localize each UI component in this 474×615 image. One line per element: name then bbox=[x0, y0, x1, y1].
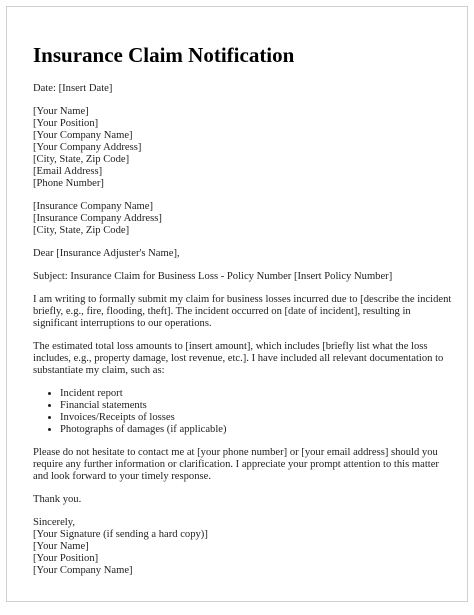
thanks-line: Thank you. bbox=[33, 494, 82, 505]
subject-line: Subject: Insurance Claim for Business Loss - Policy Number [Insert Policy Number] bbox=[33, 271, 393, 282]
letter-page bbox=[6, 6, 468, 602]
sender-address-block bbox=[33, 106, 453, 190]
documentation-list-item: • Photographs of damages (if applicable) bbox=[60, 424, 453, 436]
recipient-company-address: [Insurance Company Address] bbox=[33, 213, 162, 224]
documentation-list-item: • Financial statements bbox=[60, 400, 453, 412]
signature-block bbox=[33, 517, 453, 577]
recipient-address-block bbox=[33, 201, 453, 237]
sender-phone: [Phone Number] bbox=[33, 178, 104, 189]
sender-email: [Email Address] bbox=[33, 166, 103, 177]
sender-city-state-zip: [City, State, Zip Code] bbox=[33, 154, 130, 165]
documentation-list-item: • Incident report bbox=[60, 388, 453, 400]
body-paragraph-incident: I am writing to formally submit my claim for business losses incurred due to [describe the incident briefly, e.g., fire, flooding, theft]. The incident occurred on [date of incident], resulting in significant interruptions to our operations. bbox=[33, 294, 452, 329]
documentation-list-item: • Invoices/Receipts of losses bbox=[60, 412, 453, 424]
recipient-city-state-zip: [City, State, Zip Code] bbox=[33, 225, 130, 236]
salutation: Dear [Insurance Adjuster's Name], bbox=[33, 248, 180, 259]
recipient-company-name: [Insurance Company Name] bbox=[33, 201, 154, 212]
date-line: Date: [Insert Date] bbox=[33, 83, 113, 94]
closing-line: Sincerely, bbox=[33, 517, 75, 528]
documentation-list bbox=[33, 388, 453, 436]
sender-name: [Your Name] bbox=[33, 106, 89, 117]
signature-company-name: [Your Company Name] bbox=[33, 565, 133, 576]
signature-line: [Your Signature (if sending a hard copy)] bbox=[33, 529, 208, 540]
body-paragraph-contact: Please do not hesitate to contact me at [your phone number] or [your email address] should you require any further information or clarification. I appreciate your prompt attention to this matter and look forward to your timely response. bbox=[33, 447, 439, 482]
letter-title: Insurance Claim Notification bbox=[33, 43, 295, 67]
signature-position: [Your Position] bbox=[33, 553, 99, 564]
sender-position: [Your Position] bbox=[33, 118, 99, 129]
sender-company-name: [Your Company Name] bbox=[33, 130, 133, 141]
body-paragraph-loss: The estimated total loss amounts to [insert amount], which includes [briefly list what the loss includes, e.g., property damage, lost revenue, etc.]. I have included all relevant documentation to substantiate my claim, such as: bbox=[33, 341, 444, 376]
signature-name: [Your Name] bbox=[33, 541, 89, 552]
sender-company-address: [Your Company Address] bbox=[33, 142, 142, 153]
